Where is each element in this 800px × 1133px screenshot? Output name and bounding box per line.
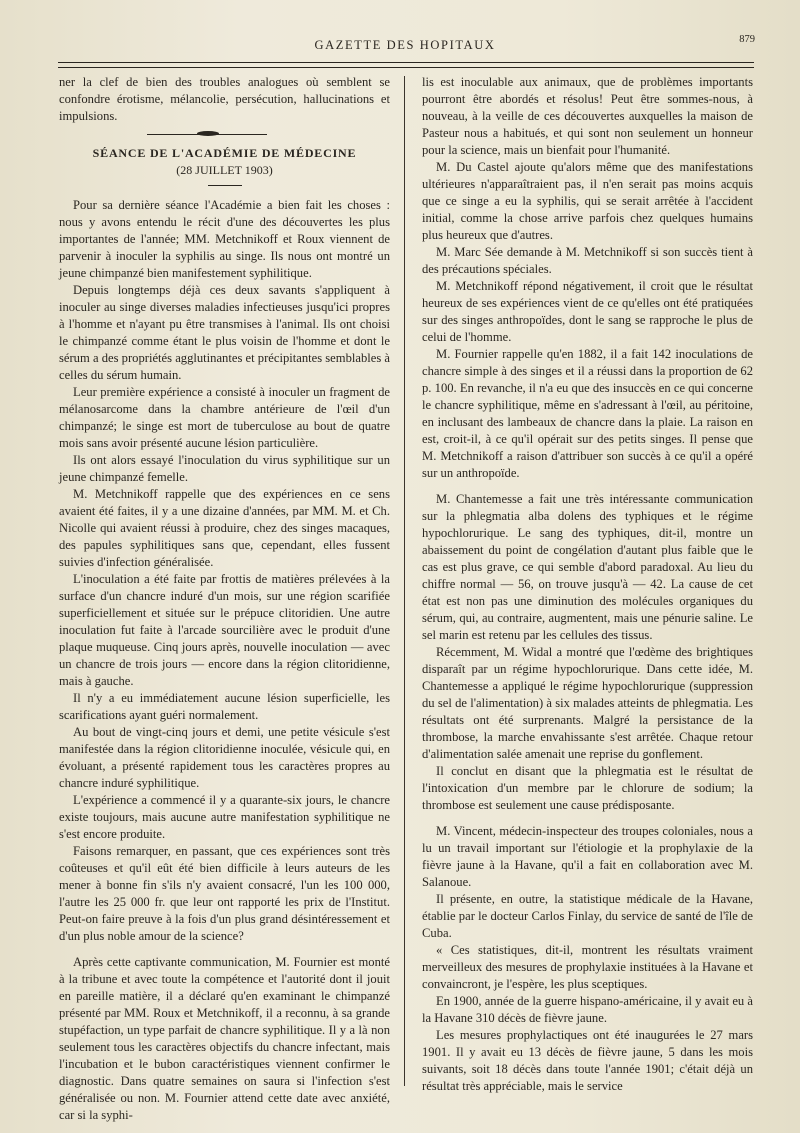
left-column [59, 74, 390, 1124]
paragraph: M. Chantemesse a fait une très intéressante communication sur la phlegmatia alba dolens des typhiques et le régime hypochlorurique. Le sang des typhiques, dit-il, montre un abaissement du point de congélation d'autant plus faible que le cas est plus grave, ce qui semble d'abord paradoxal. Au lieu du chiffre normal — 56, on trouve jusqu'à — 42. La cause de cet état est non pas une diminution des molécules organiques du sérum, qui, au contraire, augmentent, mais une pénurie saline. Le sel marin est retenu par les cellules des tissus. [422, 492, 753, 642]
paragraph: Depuis longtemps déjà ces deux savants s'appliquent à inoculer au singe diverses maladies infectieuses jusqu'ici propres à l'homme et n'ayant pu être transmises à l'animal. Ils ont choisi le chimpanzé comme étant le plus voisin de l'homme et dont le sérum a des propriétés agglutinantes et précipitantes semblables à celles du sérum humain. [59, 283, 390, 382]
paragraph: Il présente, en outre, la statistique médicale de la Havane, établie par le docteur Carlos Finlay, du service de santé de l'île de Cuba. [422, 892, 753, 940]
intro-paragraph: ner la clef de bien des troubles analogues où semblent se confondre érotisme, mélancolie, persécution, hallucinations et impulsions. [59, 75, 390, 123]
section-title: SÉANCE DE L'ACADÉMIE DE MÉDECINE [92, 146, 357, 160]
paragraph: L'inoculation a été faite par frottis de matières prélevées à la surface d'un chancre induré d'un mois, sur une région scarifiée superficiellement et située sur le prépuce clitoridien. Une autre inoculation fut faite à l'arcade sourcilière avec le produit d'une plaque muqueuse. Cinq jours après, nouvelle inoculation — avec un chancre de trois jours — encore dans la région clitoridienne, mais à gauche. [59, 572, 390, 688]
paragraph: M. Marc Sée demande à M. Metchnikoff si son succès tient à des précautions spéciales. [422, 245, 753, 276]
paragraph: Leur première expérience a consisté à inoculer un fragment de mélanosarcome dans la chambre antérieure de l'œil d'un chimpanzé; le singe est mort de tuberculose au bout de quatre mois sans avoir présenté aucune lésion particulière. [59, 385, 390, 450]
paragraph: M. Vincent, médecin-inspecteur des troupes coloniales, nous a lu un travail important sur l'étiologie et la prophylaxie de la fièvre jaune à la Havane, qu'il a fait en collaboration avec M. Salanoue. [422, 824, 753, 889]
column-divider [404, 76, 405, 1086]
running-title: GAZETTE DES HOPITAUX [314, 38, 496, 52]
paragraph: M. Metchnikoff répond négativement, il croit que le résultat heureux de ses expériences vient de ce qu'elles ont été pratiquées sur des singes anthropoïdes, dont le sang se rapproche le plus de celui de l'homme. [422, 279, 753, 344]
paragraph: Il n'y a eu immédiatement aucune lésion superficielle, les scarifications ayant guéri normalement. [59, 691, 390, 722]
paragraph: Récemment, M. Widal a montré que l'œdème des brightiques disparaît par un régime hypochlorurique. Dans cette idée, M. Chantemesse a appliqué le régime hypochlorurique (suppression du sel de l'alimentation) à six malades atteints de phlegmatia. Les résultats ont été surprenants. Malgré la persistance de la thrombose, la marche envahissante s'est arrêtée. Chaque retour d'alimentation salée amenait une reprise du gonflement. [422, 645, 753, 761]
section-rule [208, 185, 242, 186]
paragraph: lis est inoculable aux animaux, que de problèmes importants pourront être abordés et résolus! Peut être sommes-nous, à nouveau, à la veille de ces découvertes auxquelles la maison de Pasteur nous a habitués, et qui sont non seulement un honneur pour la science, mais un bienfait pour l'humanité. [422, 75, 753, 157]
paragraph: En 1900, année de la guerre hispano-américaine, il y avait eu à la Havane 310 décès de fièvre jaune. [422, 994, 753, 1025]
paragraph: M. Du Castel ajoute qu'alors même que des manifestations ultérieures n'apparaîtraient pas, il n'en serait pas moins acquis que ce singe a eu la syphilis, qui se serait arrêtée à l'accident initial, comme la chose arrive parfois chez quelques humains plus heureux que d'autres. [422, 160, 753, 242]
paragraph: « Ces statistiques, dit-il, montrent les résultats vraiment merveilleux des mesures de prophylaxie instituées à la Havane et convaincront, je l'espère, les plus sceptiques. [422, 943, 753, 991]
paragraph: Il conclut en disant que la phlegmatia est le résultat de l'intoxication d'un membre par le chlorure de sodium; la thrombose est seulement une cause prédisposante. [422, 764, 753, 812]
paragraph: Les mesures prophylactiques ont été inaugurées le 27 mars 1901. Il y avait eu 13 décès de fièvre jaune, 5 dans les mois suivants, soit 18 décès dans toute l'année 1901; c'était déjà un résultat très appréciable, mais le service [422, 1028, 753, 1093]
page-number: 879 [739, 34, 755, 45]
paragraph: Ils ont alors essayé l'inoculation du virus syphilitique sur un jeune chimpanzé femelle. [59, 453, 390, 484]
section-date: (28 JUILLET 1903) [176, 163, 273, 177]
right-column [422, 74, 753, 1095]
paragraph: Faisons remarquer, en passant, que ces expériences sont très coûteuses et qu'il eût été bien difficile à leurs auteurs de les mener à bonne fin s'ils n'y avaient consacré, l'un les 100 000, l'autre les 25 000 fr. que leur ont rapporté les prix de l'Institut. Peut-on faire preuve à la fois d'un plus grand désintéressement et d'un plus noble amour de la science? [59, 844, 390, 943]
paragraph: Après cette captivante communication, M. Fournier est monté à la tribune et avec toute la compétence et l'autorité dont il jouit en pareille matière, il a déclaré qu'en examinant le chimpanzé présenté par MM. Roux et Metchnikoff, il a reconnu, à sa grande stupéfaction, un type parfait de chancre syphilitique. Il y a là non seulement tous les caractères objectifs du chancre infectant, mais l'incubation et le bubon caractéristiques viennent confirmer le diagnostic. Dans quatre semaines on saura si l'infection s'est généralisée ou non. M. Fournier attend cette date avec anxiété, car si la syphi- [59, 955, 390, 1122]
page-header [55, 34, 755, 58]
paragraph: L'expérience a commencé il y a quarante-six jours, le chancre existe toujours, mais aucune autre manifestation syphilitique ne s'est encore produite. [59, 793, 390, 841]
section-ornament [59, 128, 390, 140]
paragraph: M. Metchnikoff rappelle que des expériences en ce sens avaient été faites, il y a une dizaine d'années, par MM. M. et Ch. Nicolle qui avaient réussi à produire, chez des singes macaques, des papules syphilitiques sans que, cependant, elles fussent suivies d'infection généralisée. [59, 487, 390, 569]
paragraph: Au bout de vingt-cinq jours et demi, une petite vésicule s'est manifestée dans la région clitoridienne inoculée, vésicule qui, en évoluant, a présenté rapidement tous les caractères propres au chancre induré syphilitique. [59, 725, 390, 790]
paragraph: M. Fournier rappelle qu'en 1882, il a fait 142 inoculations de chancre simple à des singes et il a réussi dans la proportion de 62 p. 100. En revanche, il n'a eu que des insuccès en ce qui concerne le chancre syphilitique, même en s'adressant à l'œil, au péritoine, en inclusant des lambeaux de chancre dans la plaie. La raison en est, croit-il, à ce qu'il opérait sur des petits singes. Il pense que M. Metchnikoff a raison d'attribuer son succès à ce qu'il a opéré sur un anthropoïde. [422, 347, 753, 480]
paragraph: Pour sa dernière séance l'Académie a bien fait les choses : nous y avons entendu le récit d'une des découvertes les plus importantes de l'année; MM. Metchnikoff et Roux viennent de parvenir à inoculer la syphilis au singe. Ils nous ont montré un jeune chimpanzé bien manifestement syphilitique. [59, 198, 390, 280]
header-rule [58, 62, 754, 68]
